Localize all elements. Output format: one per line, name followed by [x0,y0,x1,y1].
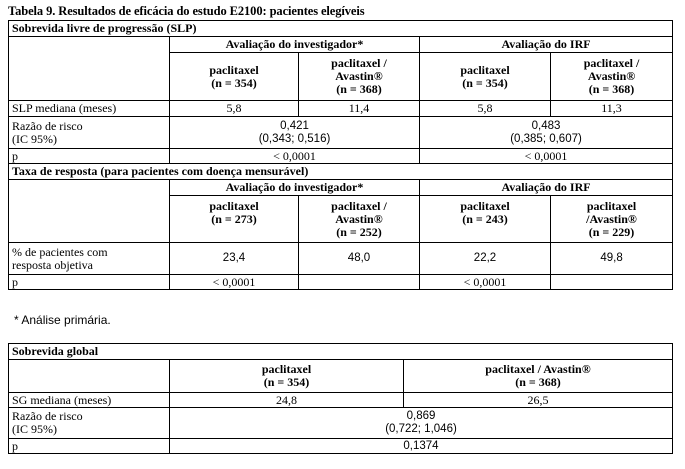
table-row [9,439,673,454]
table-title: Tabela 9. Resultados de eficácia do estudo E2100: pacientes elegíveis [8,4,365,18]
os-median-pacav: 26,5 [404,393,673,408]
os-section-label: Sobrevida global [9,344,673,360]
header-line: paclitaxel / Avastin® [485,362,591,376]
resp-p-irf: < 0,0001 [420,275,551,290]
slp-median-irf-pac: 5,8 [420,101,551,117]
os-hr-label [9,408,170,439]
slp-group-irf: Avaliação do IRF [420,37,673,53]
header-line: (n = 354) [263,375,310,389]
resp-pct-irf-pac: 22,2 [420,243,551,275]
label-line: Razão de risco [12,409,83,423]
table-row [9,243,673,275]
header-line: paclitaxel [586,198,637,213]
value-line: (0,385; 0,607) [510,132,582,145]
table-row [9,101,673,117]
header-line: Avastin® [587,69,636,83]
os-median-label: SG mediana (meses) [9,393,170,408]
slp-p-label: p [9,149,170,164]
label-line: resposta objetiva [12,257,93,272]
resp-pct-inv-pac: 23,4 [170,243,299,275]
header-line: (n = 368) [588,82,635,96]
resp-p-inv: < 0,0001 [170,275,299,290]
header-line: paclitaxel / [331,56,387,70]
value-line: 0,421 [280,119,309,132]
slp-col-irf-paclitaxel-avastin [551,53,673,101]
header-line: paclitaxel [261,362,312,376]
resp-col-inv-paclitaxel [170,196,299,243]
table-row [9,117,673,149]
slp-p-inv: < 0,0001 [170,149,420,164]
overall-survival-table [8,343,673,454]
header-line: Avastin® [335,211,383,226]
header-line: paclitaxel [209,198,259,213]
slp-median-inv-pac: 5,8 [170,101,299,117]
slp-median-label: SLP mediana (meses) [9,101,170,117]
header-line: (n = 243) [462,211,508,226]
os-header-empty [9,360,170,393]
resp-group-investigator: Avaliação do investigador* [170,180,420,196]
resp-p-inv-empty [299,275,420,290]
resp-group-irf: Avaliação do IRF [420,180,673,196]
slp-section-label: Sobrevida livre de progressão (SLP) [9,21,673,37]
value-line: (0,343; 0,516) [258,132,331,145]
slp-col-inv-paclitaxel-avastin [299,53,420,101]
header-line: (n = 368) [515,375,561,389]
os-col-paclitaxel [170,360,404,393]
table-row [9,393,673,408]
header-spacer [173,226,295,239]
label-line: (IC 95%) [12,131,57,146]
slp-median-inv-pacav: 11,4 [299,101,420,117]
header-line: (n = 354) [211,75,257,90]
os-hr-value [170,408,673,439]
slp-hr-inv [170,117,420,149]
header-line: paclitaxel / [583,56,640,70]
resp-col-irf-paclitaxel-avastin [551,196,673,243]
header-line: Avastin® [335,69,383,83]
slp-col-inv-paclitaxel [170,53,299,101]
resp-header-empty [9,180,170,243]
footnote: * Análise primária. [14,313,111,327]
resp-p-irf-empty [551,275,673,290]
header-line: (n = 354) [462,75,508,90]
slp-hr-irf [420,117,673,149]
resp-pct-inv-pacav: 48,0 [299,243,420,275]
resp-pct-label [9,243,170,275]
value-line: (0,722; 1,046) [385,423,457,435]
header-line: /Avastin® [586,211,637,226]
slp-p-irf: < 0,0001 [420,149,673,164]
table-row [9,149,673,164]
header-line: paclitaxel / [331,198,387,213]
os-p-label: p [9,439,170,454]
header-spacer [423,226,547,239]
value-line: 0,483 [531,119,561,132]
header-line: (n = 229) [588,224,635,239]
resp-p-label: p [9,275,170,290]
table-row [9,275,673,290]
slp-group-investigator: Avaliação do investigador* [170,37,420,53]
os-median-pac: 24,8 [170,393,404,408]
slp-header-empty [9,37,170,101]
header-line: (n = 368) [336,82,382,96]
slp-median-irf-pacav: 11,3 [551,101,673,117]
label-line: (IC 95%) [12,422,57,436]
slp-hr-label [9,117,170,149]
table-row [9,408,673,439]
slp-col-irf-paclitaxel [420,53,551,101]
label-line: Razão de risco [12,118,83,133]
os-col-paclitaxel-avastin [404,360,673,393]
header-line: paclitaxel [460,198,510,213]
resp-pct-irf-pacav: 49,8 [551,243,673,275]
resp-col-irf-paclitaxel [420,196,551,243]
label-line: % de pacientes com [12,244,108,259]
header-line: (n = 252) [336,224,382,239]
os-p-value: 0,1374 [170,439,673,454]
efficacy-table [8,20,673,290]
value-line: 0,869 [406,410,436,422]
resp-col-inv-paclitaxel-avastin [299,196,420,243]
resp-section-label: Taxa de resposta (para pacientes com doença mensurável) [9,164,673,180]
header-line: (n = 273) [211,211,257,226]
header-line: paclitaxel [209,62,259,77]
header-line: paclitaxel [460,62,510,77]
